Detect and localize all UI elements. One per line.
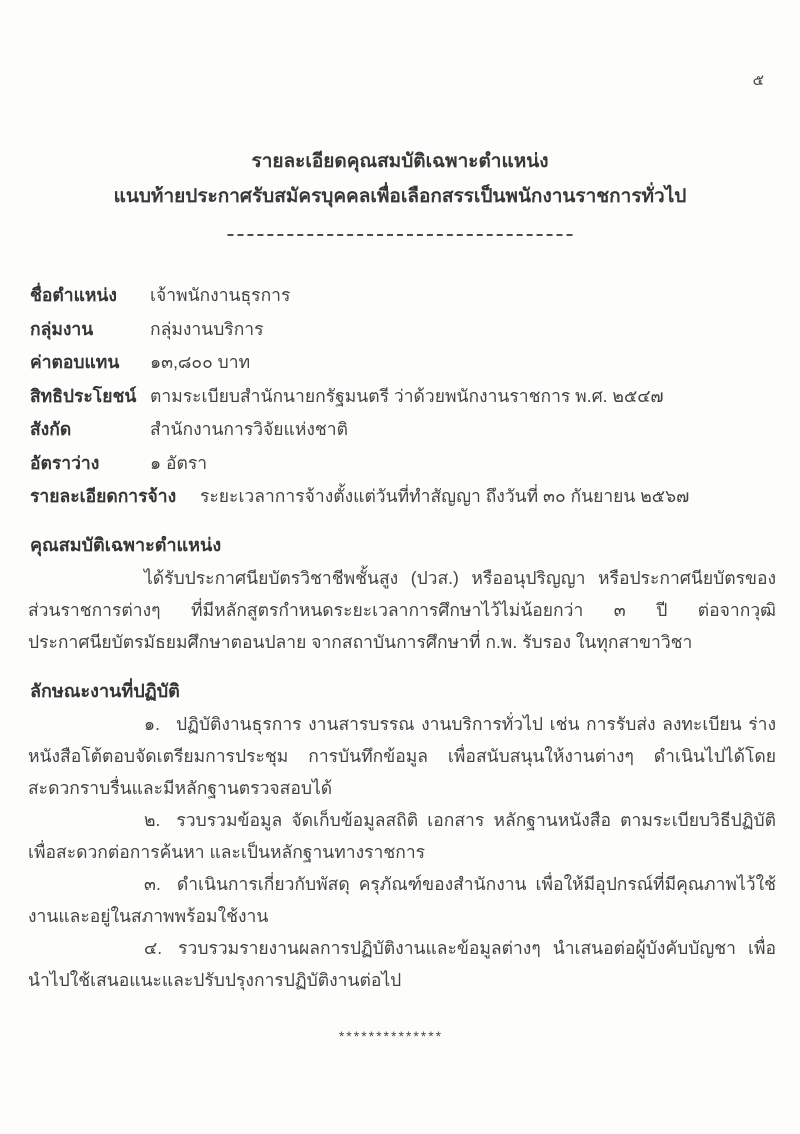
duty-item-2: [28, 804, 776, 868]
field-value: กลุ่มงานบริการ: [150, 318, 264, 339]
duty-item-text: รวบรวมข้อมูล จัดเก็บข้อมูลสถิติ เอกสาร หลักฐานหนังสือ ตามระเบียบวิธีปฏิบัติเพื่อสะดวกต่อการค้นหา และเป็นหลักฐานทางราชการ: [28, 810, 776, 862]
field-label: ค่าตอบแทน: [30, 352, 120, 372]
field-row-affiliation: [30, 413, 776, 447]
title-divider-line: [228, 234, 573, 236]
end-of-document-asterisks: **************: [338, 1028, 444, 1044]
field-label: สังกัด: [30, 419, 72, 439]
document-title-line2: แนบท้ายประกาศรับสมัครบุคคลเพื่อเลือกสรรเป็นพนักงานราชการทั่วไป: [113, 186, 687, 207]
duty-item-number: ๒.: [144, 810, 161, 830]
field-row-vacancies: [30, 447, 776, 481]
duty-item-text: รวบรวมรายงานผลการปฏิบัติงานและข้อมูลต่างๆ นำเสนอต่อผู้บังคับบัญชา เพื่อนำไปใช้เสนอแนะและปรับปรุงการปฏิบัติงานต่อไป: [28, 938, 776, 990]
field-row-work-group: [30, 313, 776, 347]
field-label: สิทธิประโยชน์: [30, 385, 137, 406]
field-row-position-name: [30, 279, 776, 313]
field-row-employment-details: [30, 480, 776, 514]
duty-item-text: ดำเนินการเกี่ยวกับพัสดุ ครุภัณฑ์ของสำนักงาน เพื่อให้มีอุปกรณ์ที่มีคุณภาพไว้ใช้งานและอยู่ในสภาพพร้อมใช้งาน: [28, 874, 776, 926]
qualification-section-heading: คุณสมบัติเฉพาะตำแหน่ง: [30, 535, 222, 555]
field-label: อัตราว่าง: [30, 452, 100, 473]
duty-item-number: ๓.: [144, 874, 161, 894]
field-value: ระยะเวลาการจ้างตั้งแต่วันที่ทำสัญญา ถึงวันที่ ๓๐ กันยายน ๒๕๖๗: [200, 486, 690, 506]
duty-item-1: [28, 708, 776, 804]
field-value: เจ้าพนักงานธุรการ: [150, 285, 291, 305]
duty-item-text: ปฏิบัติงานธุรการ งานสารบรรณ งานบริการทั่วไป เช่น การรับส่ง ลงทะเบียน ร่างหนังสือโต้ตอบจัดเตรียมการประชุม การบันทึกข้อมูล เพื่อสนับสนุนให้งานต่างๆ ดำเนินไปได้โดยสะดวกราบรื่นและมีหลักฐานตรวจสอบได้: [28, 714, 776, 798]
field-value: ตามระเบียบสำนักนายกรัฐมนตรี ว่าด้วยพนักงานราชการ พ.ศ. ๒๕๔๗: [150, 385, 664, 406]
duties-list: [28, 708, 776, 996]
page-number: ๕: [752, 72, 764, 89]
duty-item-4: [28, 932, 776, 996]
duty-item-3: [28, 868, 776, 932]
field-label: ชื่อตำแหน่ง: [30, 285, 117, 305]
field-label: กลุ่มงาน: [30, 318, 94, 339]
document-title: [0, 144, 800, 214]
field-row-compensation: [30, 346, 776, 380]
field-value: ๑๓,๘๐๐ บาท: [150, 352, 251, 372]
document-title-line1: รายละเอียดคุณสมบัติเฉพาะตำแหน่ง: [251, 151, 549, 172]
duty-item-number: ๔.: [144, 938, 163, 958]
position-details-list: [30, 279, 776, 514]
field-value: สำนักงานการวิจัยแห่งชาติ: [150, 419, 348, 439]
duties-section-heading: ลักษณะงานที่ปฏิบัติ: [30, 681, 180, 701]
field-row-benefits: [30, 380, 776, 414]
duty-item-number: ๑.: [144, 714, 160, 734]
field-label: รายละเอียดการจ้าง: [30, 486, 177, 506]
qualification-paragraph: ได้รับประกาศนียบัตรวิชาชีพชั้นสูง (ปวส.) หรืออนุปริญญา หรือประกาศนียบัตรของส่วนราชการต่างๆ ที่มีหลักสูตรกำหนดระยะเวลาการศึกษาไว้ไม่น้อยกว่า ๓ ปี ต่อจากวุฒิประกาศนียบัตรมัธยมศึกษาตอนปลาย จากสถาบันการศึกษาที่ ก.พ. รับรอง ในทุกสาขาวิชา: [28, 568, 776, 652]
field-value: ๑ อัตรา: [150, 452, 208, 473]
